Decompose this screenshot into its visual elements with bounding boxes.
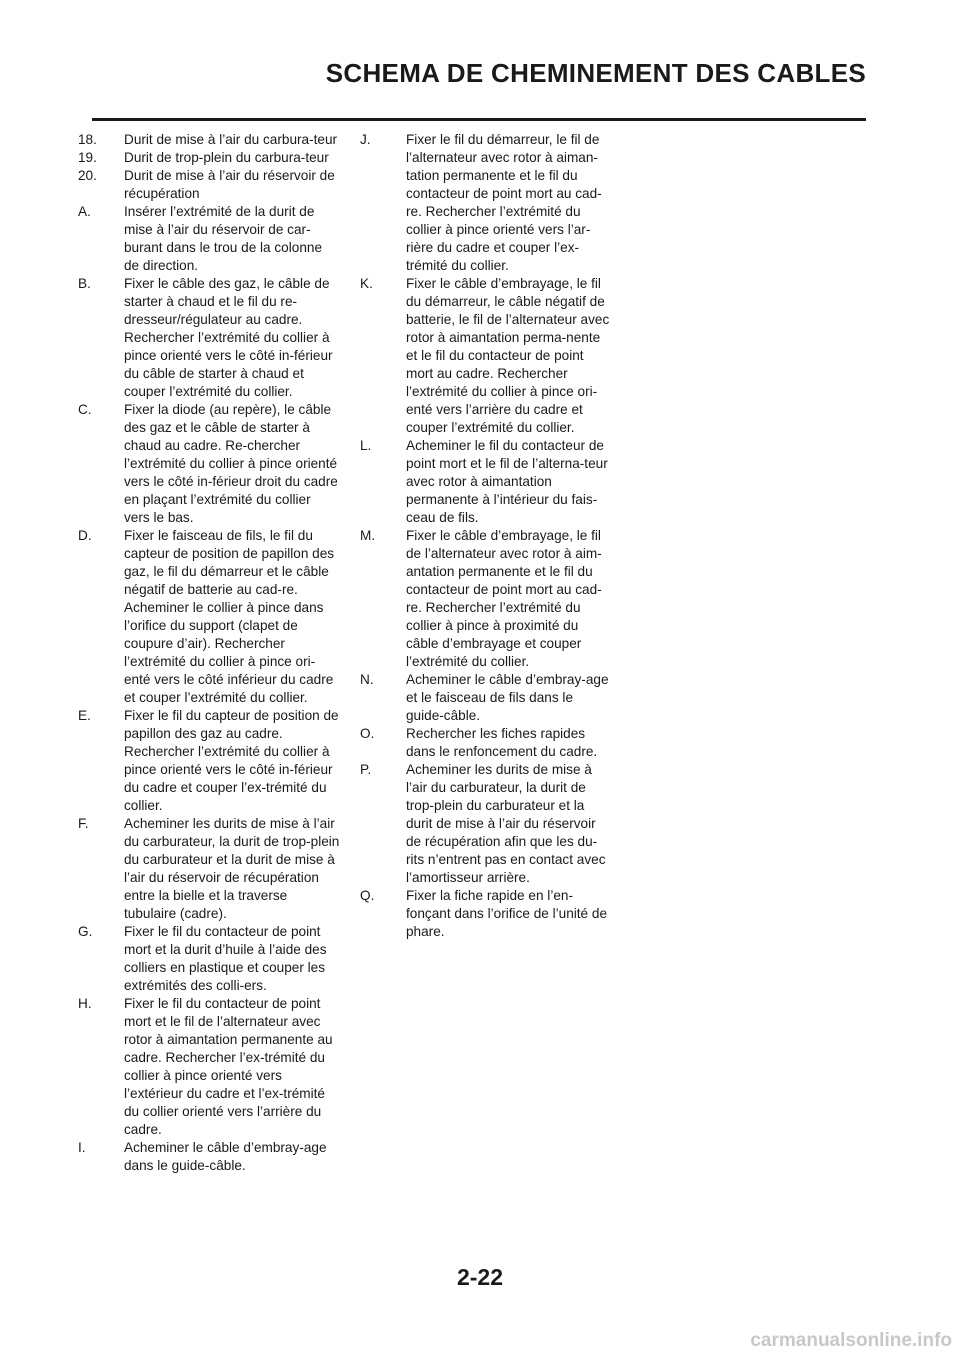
list-item [360,725,610,761]
item-number: D. [78,528,92,543]
list-item [360,275,610,437]
page-title: SCHEMA DE CHEMINEMENT DES CABLES [325,58,866,88]
list-item [78,707,340,815]
list-item [360,131,610,275]
item-text: Acheminer les durits de mise à l’air du carburateur, la durit de trop-plein du carburateur et la durit de mise à l’air du réservoir de récupération entre la bielle et la traverse tubulaire (cadre). [124,816,340,921]
item-number: B. [78,276,91,291]
item-text: Fixer la fiche rapide en l’en-fonçant dans l’orifice de l’unité de phare. [406,888,608,939]
item-number: P. [360,762,372,777]
right-column [360,131,610,941]
list-item [78,275,340,401]
item-text: Durit de mise à l’air du carbura-teur [124,132,338,147]
item-number: F. [78,816,89,831]
item-text: Acheminer les durits de mise à l’air du carburateur, la durit de trop-plein du carburateur et la durit de mise à l’air du réservoir de récupération afin que les du-rits n’entrent pas en contact avec l’amortisseur arrière. [406,762,606,885]
item-number: H. [78,996,92,1011]
list-item [360,527,610,671]
item-number: L. [360,438,372,453]
item-number: 18. [78,132,97,147]
list-item [360,761,610,887]
list-item [78,203,340,275]
list-item [78,149,340,167]
page-number: 2-22 [456,1264,504,1290]
item-text: Fixer le câble d’embrayage, le fil de l’alternateur avec rotor à aim-antation permanente et le fil du contacteur de point mort au cad-re. Rechercher l’extrémité du collier à pince à proximité du câble d’embrayage et couper l’extrémité du collier. [406,528,602,669]
item-text: Fixer le câble d’embrayage, le fil du démarreur, le câble négatif de batterie, le fil de l’alternateur avec rotor à aimantation perma-nente et le fil du contacteur de point mort au cadre. Rechercher l’extrémité du collier à pince ori-enté vers l’arrière du cadre et couper l’extrémité du collier. [406,276,610,435]
item-number: 19. [78,150,97,165]
item-text: Fixer le fil du contacteur de point mort et le fil de l’alternateur avec rotor à aimantation permanente au cadre. Rechercher l’ex-trémité du collier à pince orienté vers l’extérieur du cadre et l’ex-trémité du collier orienté vers l’arrière du cadre. [124,996,333,1137]
item-number: K. [360,276,373,291]
list-item [78,401,340,527]
list-item [78,1139,340,1175]
left-column [78,131,340,1175]
item-text: Rechercher les fiches rapides dans le renfoncement du cadre. [406,726,598,759]
watermark: carmanualsonline.info [750,1330,952,1351]
list-item [78,995,340,1139]
list-item [78,131,340,149]
item-text: Acheminer le câble d’embray-age dans le guide-câble. [124,1140,327,1173]
list-item [360,671,610,725]
item-text: Fixer le faisceau de fils, le fil du capteur de position de papillon des gaz, le fil du démarreur et le câble négatif de batterie au cad-re. Acheminer le collier à pince dans l’orifice du support (clapet de coupure d’air). Rechercher l’extrémité du collier à pince ori-enté vers le côté inférieur du cadre et couper l’extrémité du collier. [124,528,335,705]
item-text: Durit de trop-plein du carbura-teur [124,150,329,165]
item-text: Insérer l’extrémité de la durit de mise à l’air du réservoir de car-burant dans le trou de la colonne de direction. [124,204,323,273]
item-text: Acheminer le fil du contacteur de point mort et le fil de l’alterna-teur avec rotor à aimantation permanente à l’intérieur du fais-ceau de fils. [406,438,608,525]
list-item [78,815,340,923]
item-number: M. [360,528,376,543]
item-number: I. [78,1140,86,1155]
item-text: Durit de mise à l’air du réservoir de récupération [124,168,335,201]
list-item [78,923,340,995]
item-text: Fixer le fil du capteur de position de papillon des gaz au cadre. Rechercher l’extrémité du collier à pince orienté vers le côté in-férieur du cadre et couper l’ex-trémité du collier. [124,708,339,813]
item-text: Acheminer le câble d’embray-age et le faisceau de fils dans le guide-câble. [406,672,609,723]
item-number: O. [360,726,375,741]
item-number: E. [78,708,91,723]
item-text: Fixer la diode (au repère), le câble des gaz et le câble de starter à chaud au cadre. Re-chercher l’extrémité du collier à pince orienté vers le côté in-férieur droit du cadre en plaçant l’extrémité du collier vers le bas. [124,402,338,525]
item-number: Q. [360,888,375,903]
list-item [78,167,340,203]
list-item [360,887,610,941]
item-number: C. [78,402,92,417]
item-text: Fixer le fil du démarreur, le fil de l’alternateur avec rotor à aiman-tation permanente et le fil du contacteur de point mort au cad-re. Rechercher l’extrémité du collier à pince orienté vers l’ar-rière du cadre et couper l’ex-trémité du collier. [406,132,602,273]
item-number: A. [78,204,91,219]
list-item [360,437,610,527]
item-number: 20. [78,168,97,183]
item-number: J. [360,132,371,147]
item-number: N. [360,672,374,687]
item-text: Fixer le câble des gaz, le câble de starter à chaud et le fil du re-dresseur/régulateur au cadre. Rechercher l’extrémité du collier à pince orienté vers le côté in-férieur du câble de starter à chaud et couper l’extrémité du collier. [124,276,333,399]
item-number: G. [78,924,93,939]
header-rule [92,118,866,121]
list-item [78,527,340,707]
item-text: Fixer le fil du contacteur de point mort et la durit d’huile à l’aide des colliers en plastique et couper les extrémités des colli-ers. [124,924,327,993]
